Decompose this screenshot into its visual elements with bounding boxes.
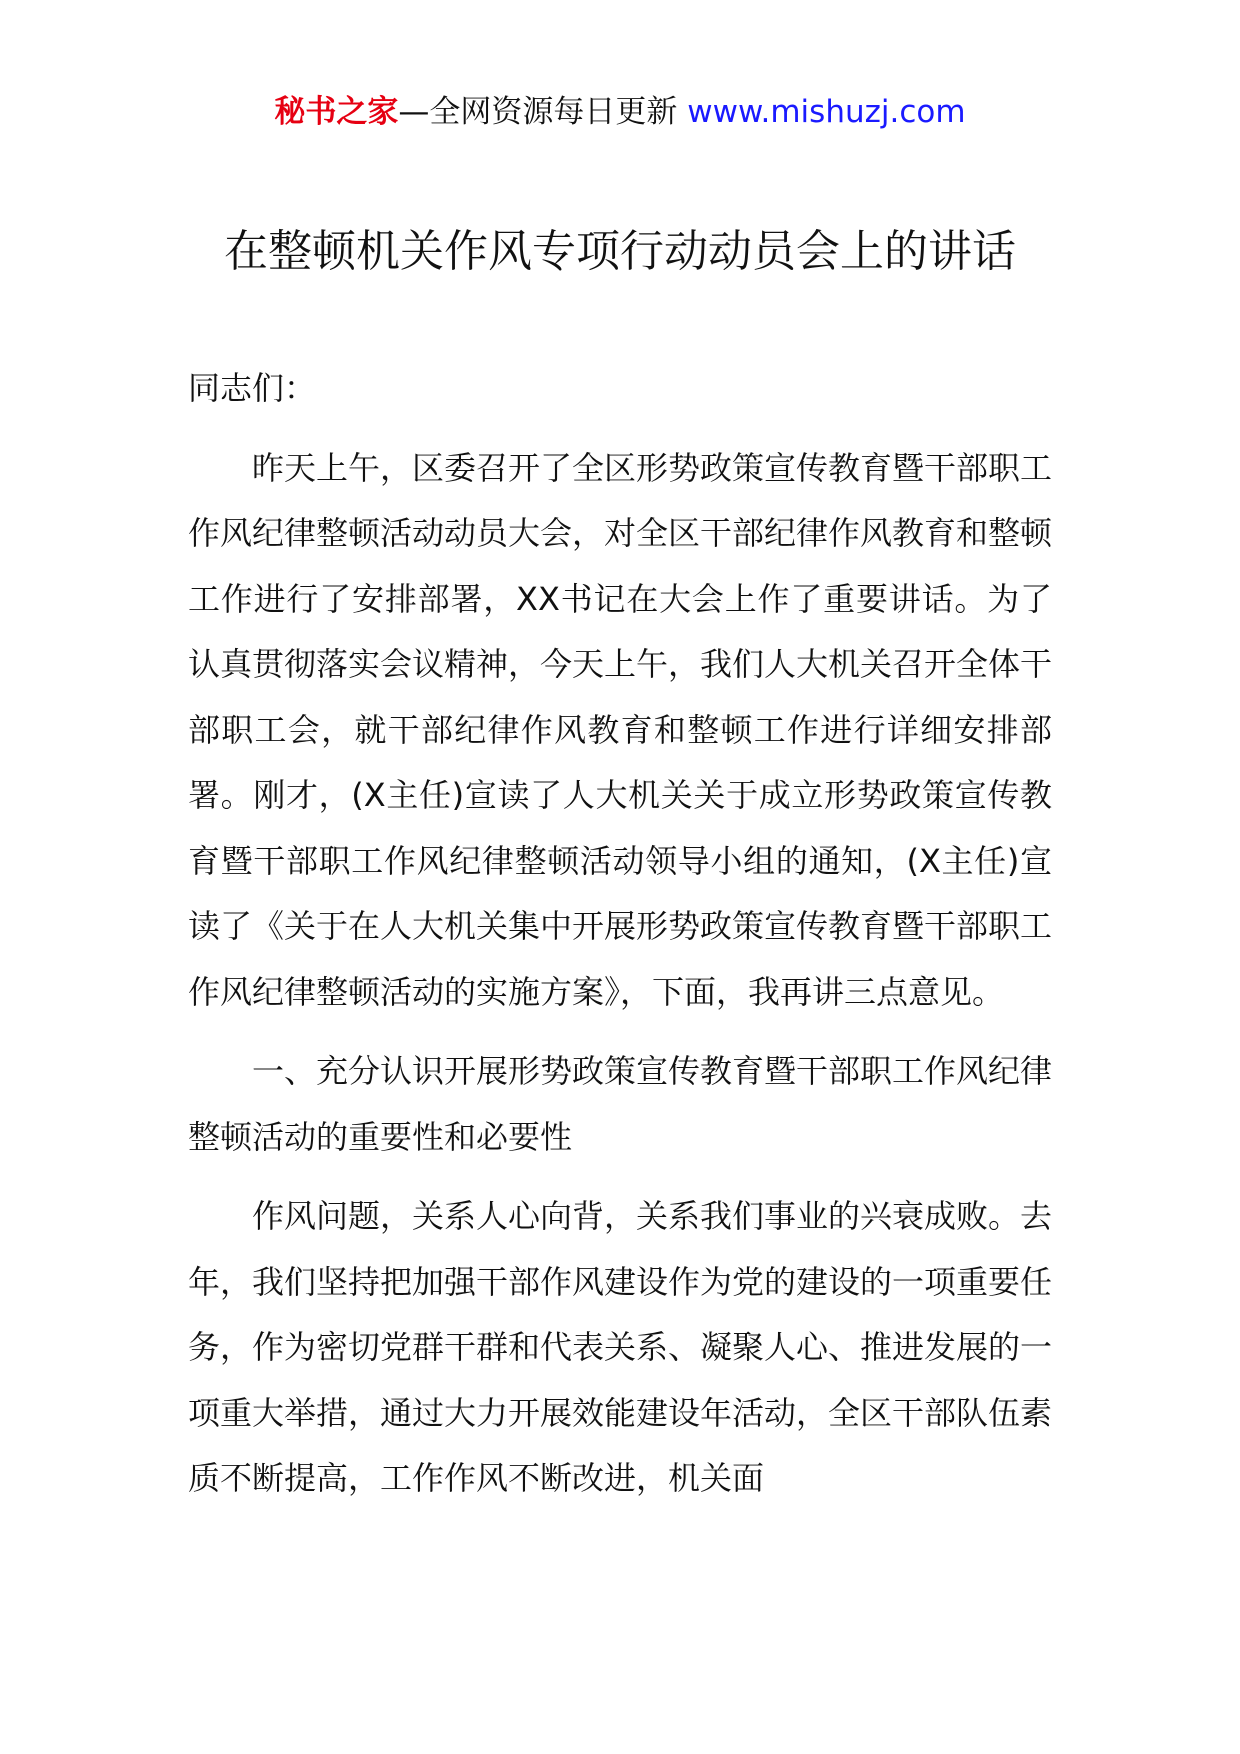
paragraph: 昨天上午，区委召开了全区形势政策宣传教育暨干部职工作风纪律整顿活动动员大会，对全区干部纪律作风教育和整顿工作进行了安排部署，XX书记在大会上作了重要讲话。为了认真贯彻落实会议精神，今天上午，我们人大机关召开全体干部职工会，就干部纪律作风教育和整顿工作进行详细安排部署。刚才，(X主任)宣读了人大机关关于成立形势政策宣传教育暨干部职工作风纪律整顿活动领导小组的通知，(X主任)宣读了《关于在人大机关集中开展形势政策宣传教育暨干部职工作风纪律整顿活动的实施方案》，下面，我再讲三点意见。 xyxy=(188,448,1053,1011)
header-tagline: —全网资源每日更新 xyxy=(398,94,678,130)
salutation: 同志们： xyxy=(188,369,317,407)
section-heading: 一、充分认识开展形势政策宣传教育暨干部职工作风纪律整顿活动的重要性和必要性 xyxy=(188,1052,1053,1156)
site-url-link[interactable]: www.mishuzj.com xyxy=(687,94,966,130)
site-header-banner xyxy=(0,92,1240,132)
brand-name: 秘书之家 xyxy=(274,94,399,130)
document-title: 在整顿机关作风专项行动动员会上的讲话 xyxy=(224,226,1016,277)
document-body xyxy=(188,356,1052,1512)
paragraph: 作风问题，关系人心向背，关系我们事业的兴衰成败。去年，我们坚持把加强干部作风建设作为党的建设的一项重要任务，作为密切党群干群和代表关系、凝聚人心、推进发展的一项重大举措，通过大力开展效能建设年活动，全区干部队伍素质不断提高，工作作风不断改进，机关面 xyxy=(188,1197,1053,1497)
